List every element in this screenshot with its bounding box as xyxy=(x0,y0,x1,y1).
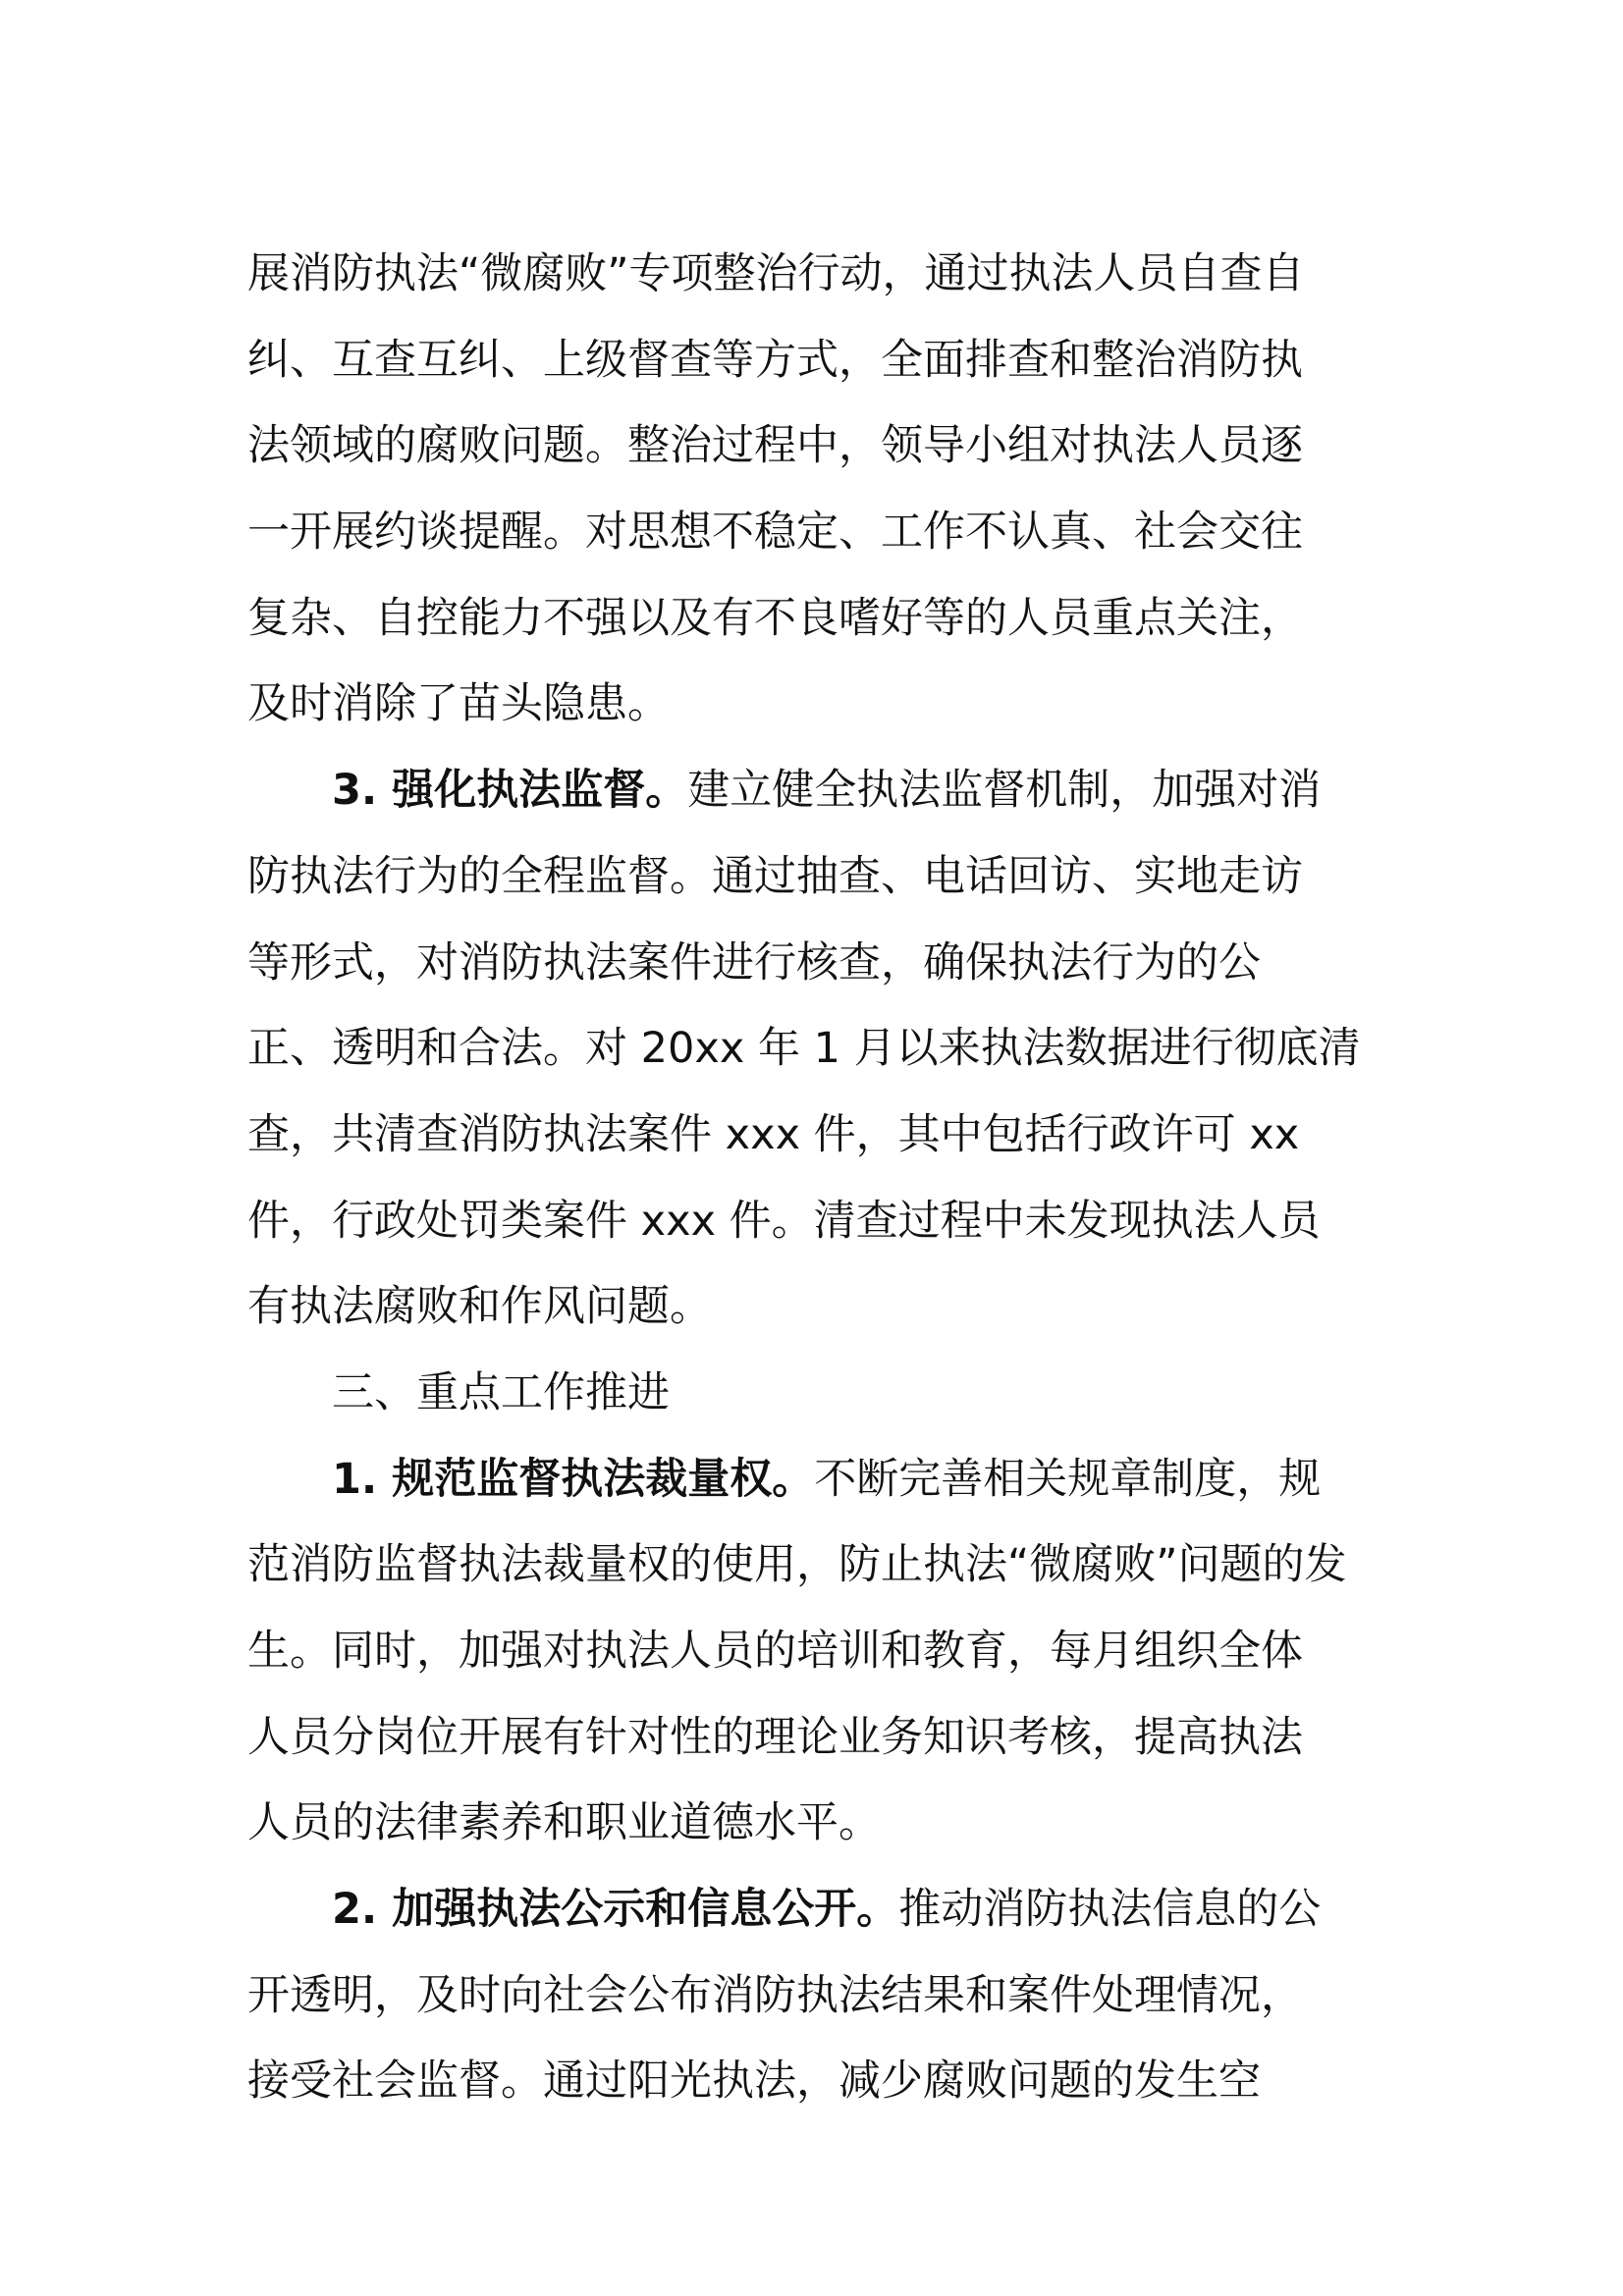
paragraph-first-line xyxy=(247,748,1396,834)
paragraph-line: 件，行政处罚类案件 xxx 件。清查过程中未发现执法人员 xyxy=(247,1196,1321,1246)
paragraph-line: 纠、互查互纠、上级督查等方式，全面排查和整治消防执 xyxy=(247,335,1303,385)
subsection-heading: 1. 规范监督执法裁量权。 xyxy=(332,1454,815,1504)
paragraph-line: 法领域的腐败问题。整治过程中，领导小组对执法人员逐 xyxy=(247,421,1303,471)
paragraph-line: 生。同时，加强对执法人员的培训和教育，每月组织全体 xyxy=(247,1627,1303,1676)
section-heading: 三、重点工作推进 xyxy=(332,1367,670,1417)
paragraph-line: 查，共清查消防执法案件 xxx 件，其中包括行政许可 xx xyxy=(247,1109,1300,1159)
paragraph-first-line xyxy=(247,1867,1396,1953)
subsection-heading: 2. 加强执法公示和信息公开。 xyxy=(332,1885,899,1935)
paragraph-line: 开透明，及时向社会公布消防执法结果和案件处理情况， xyxy=(247,1970,1303,2020)
document-body xyxy=(247,232,1396,2125)
paragraph-line: 一开展约谈提醒。对思想不稳定、工作不认真、社会交往 xyxy=(247,507,1303,558)
paragraph-line: 等形式，对消防执法案件进行核查，确保执法行为的公 xyxy=(247,937,1261,988)
paragraph-line: 防执法行为的全程监督。通过抽查、电话回访、实地走访 xyxy=(247,851,1303,901)
paragraph-text: 不断完善相关规章制度，规 xyxy=(814,1454,1322,1504)
paragraph-line: 接受社会监督。通过阳光执法，减少腐败问题的发生空 xyxy=(247,2056,1261,2107)
paragraph-line: 人员的法律素养和职业道德水平。 xyxy=(247,1798,881,1848)
paragraph-line: 及时消除了苗头隐患。 xyxy=(247,679,670,729)
paragraph-line: 范消防监督执法裁量权的使用，防止执法“微腐败”问题的发 xyxy=(247,1540,1347,1590)
paragraph-text: 建立健全执法监督机制，加强对消 xyxy=(687,766,1322,816)
paragraph-line: 展消防执法“微腐败”专项整治行动，通过执法人员自查自 xyxy=(247,249,1305,298)
paragraph-first-line xyxy=(247,1437,1396,1523)
paragraph-line: 人员分岗位开展有针对性的理论业务知识考核，提高执法 xyxy=(247,1712,1303,1762)
paragraph-text: 推动消防执法信息的公 xyxy=(898,1885,1322,1935)
subsection-heading: 3. 强化执法监督。 xyxy=(332,766,688,816)
paragraph-line: 有执法腐败和作风问题。 xyxy=(247,1282,712,1332)
paragraph-line: 正、透明和合法。对 20xx 年 1 月以来执法数据进行彻底清 xyxy=(247,1024,1361,1074)
paragraph-line: 复杂、自控能力不强以及有不良嗜好等的人员重点关注， xyxy=(247,593,1303,643)
